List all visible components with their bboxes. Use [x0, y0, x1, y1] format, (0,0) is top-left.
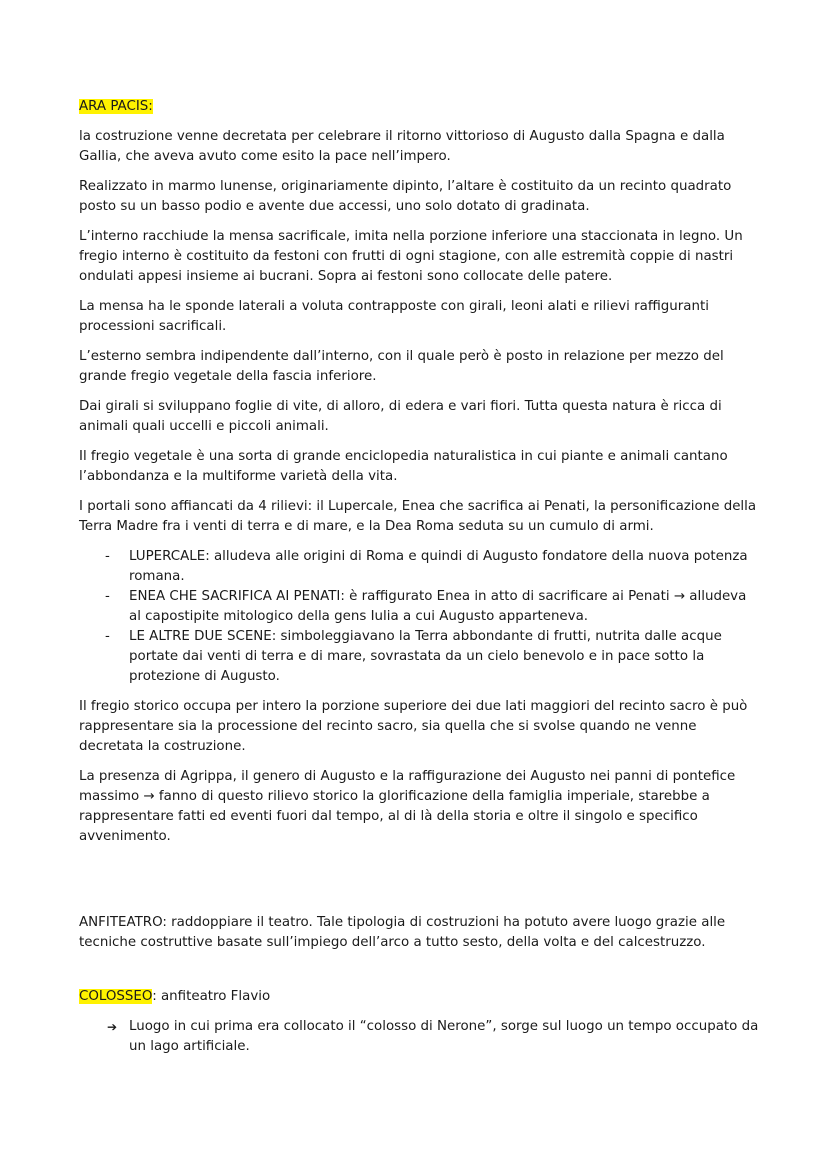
list-item-text: Luogo in cui prima era collocato il “colosso di Nerone”, sorge sul luogo un tempo occupato da un lago artificiale. [129, 1019, 759, 1054]
reliefs-list [79, 547, 759, 687]
paragraph: Il fregio vegetale è una sorta di grande enciclopedia naturalistica in cui piante e animali cantano l’abbondanza e la multiforme varietà della vita. [79, 449, 728, 484]
ara-pacis-heading: ARA PACIS: [79, 99, 153, 114]
colosseo-heading-line [79, 987, 759, 1007]
list-item [79, 547, 759, 587]
arrow-right-icon: ➔ [107, 1020, 118, 1034]
list-item-text: ENEA CHE SACRIFICA AI PENATI: è raffigurato Enea in atto di sacrificare ai Penati → alludeva al capostipite mitologico della gens Iulia a cui Augusto apparteneva. [129, 589, 747, 624]
paragraph: L’esterno sembra indipendente dall’interno, con il quale però è posto in relazione per mezzo del grande fregio vegetale della fascia inferiore. [79, 349, 724, 384]
paragraph: Realizzato in marmo lunense, originariamente dipinto, l’altare è costituito da un recinto quadrato posto su un basso podio e avente due accessi, uno solo dotato di gradinata. [79, 179, 732, 214]
anfiteatro-paragraph: ANFITEATRO: raddoppiare il teatro. Tale tipologia di costruzioni ha potuto avere luogo grazie alle tecniche costruttive basate sull’impiego dell’arco a tutto sesto, della volta e del calcestruzzo. [79, 915, 726, 950]
paragraph: La presenza di Agrippa, il genero di Augusto e la raffigurazione dei Augusto nei panni di pontefice massimo → fanno di questo rilievo storico la glorificazione della famiglia imperiale, starebbe a rappresentare fatti ed eventi fuori dal tempo, al di là della storia e oltre il singolo e specifico avvenimento. [79, 769, 736, 844]
spacer [79, 857, 759, 913]
ara-pacis-heading-line [79, 97, 759, 117]
colosseo-list [79, 1017, 759, 1057]
colosseo-subtitle: : anfiteatro Flavio [152, 989, 271, 1004]
paragraph: Dai girali si sviluppano foglie di vite, di alloro, di edera e vari fiori. Tutta questa natura è ricca di animali quali uccelli e piccoli animali. [79, 399, 722, 434]
paragraph: La mensa ha le sponde laterali a voluta contrapposte con girali, leoni alati e rilievi raffiguranti processioni sacrificali. [79, 299, 709, 334]
dash-bullet: - [105, 629, 110, 644]
paragraph: la costruzione venne decretata per celebrare il ritorno vittorioso di Augusto dalla Spagna e dalla Gallia, che aveva avuto come esito la pace nell’impero. [79, 129, 725, 164]
dash-bullet: - [105, 549, 110, 564]
list-item [79, 627, 759, 687]
dash-bullet: - [105, 589, 110, 604]
paragraph: I portali sono affiancati da 4 rilievi: il Lupercale, Enea che sacrifica ai Penati, la personificazione della Terra Madre fra i venti di terra e di mare, e la Dea Roma seduta su un cumulo di armi. [79, 499, 757, 534]
spacer [79, 963, 759, 987]
list-item [79, 587, 759, 627]
list-item-text: LE ALTRE DUE SCENE: simboleggiavano la Terra abbondante di frutti, nutrita dalle acque portate dai venti di terra e di mare, sovrastata da un cielo benevolo e in pace sotto la protezione di Augusto. [129, 629, 722, 684]
colosseo-heading: COLOSSEO [79, 989, 153, 1004]
document-page [79, 97, 759, 1057]
paragraph: Il fregio storico occupa per intero la porzione superiore dei due lati maggiori del recinto sacro è può rappresentare sia la processione del recinto sacro, sia quella che si svolse quando ne venne decretata la costruzione. [79, 699, 748, 754]
paragraph: L’interno racchiude la mensa sacrificale, imita nella porzione inferiore una staccionata in legno. Un fregio interno è costituito da festoni con frutti di ogni stagione, con alle estremità coppie di nastri ondulati appesi insieme ai bucrani. Sopra ai festoni sono collocate delle patere. [79, 229, 743, 284]
list-item-text: LUPERCALE: alludeva alle origini di Roma e quindi di Augusto fondatore della nuova potenza romana. [129, 549, 748, 584]
list-item [79, 1017, 759, 1057]
